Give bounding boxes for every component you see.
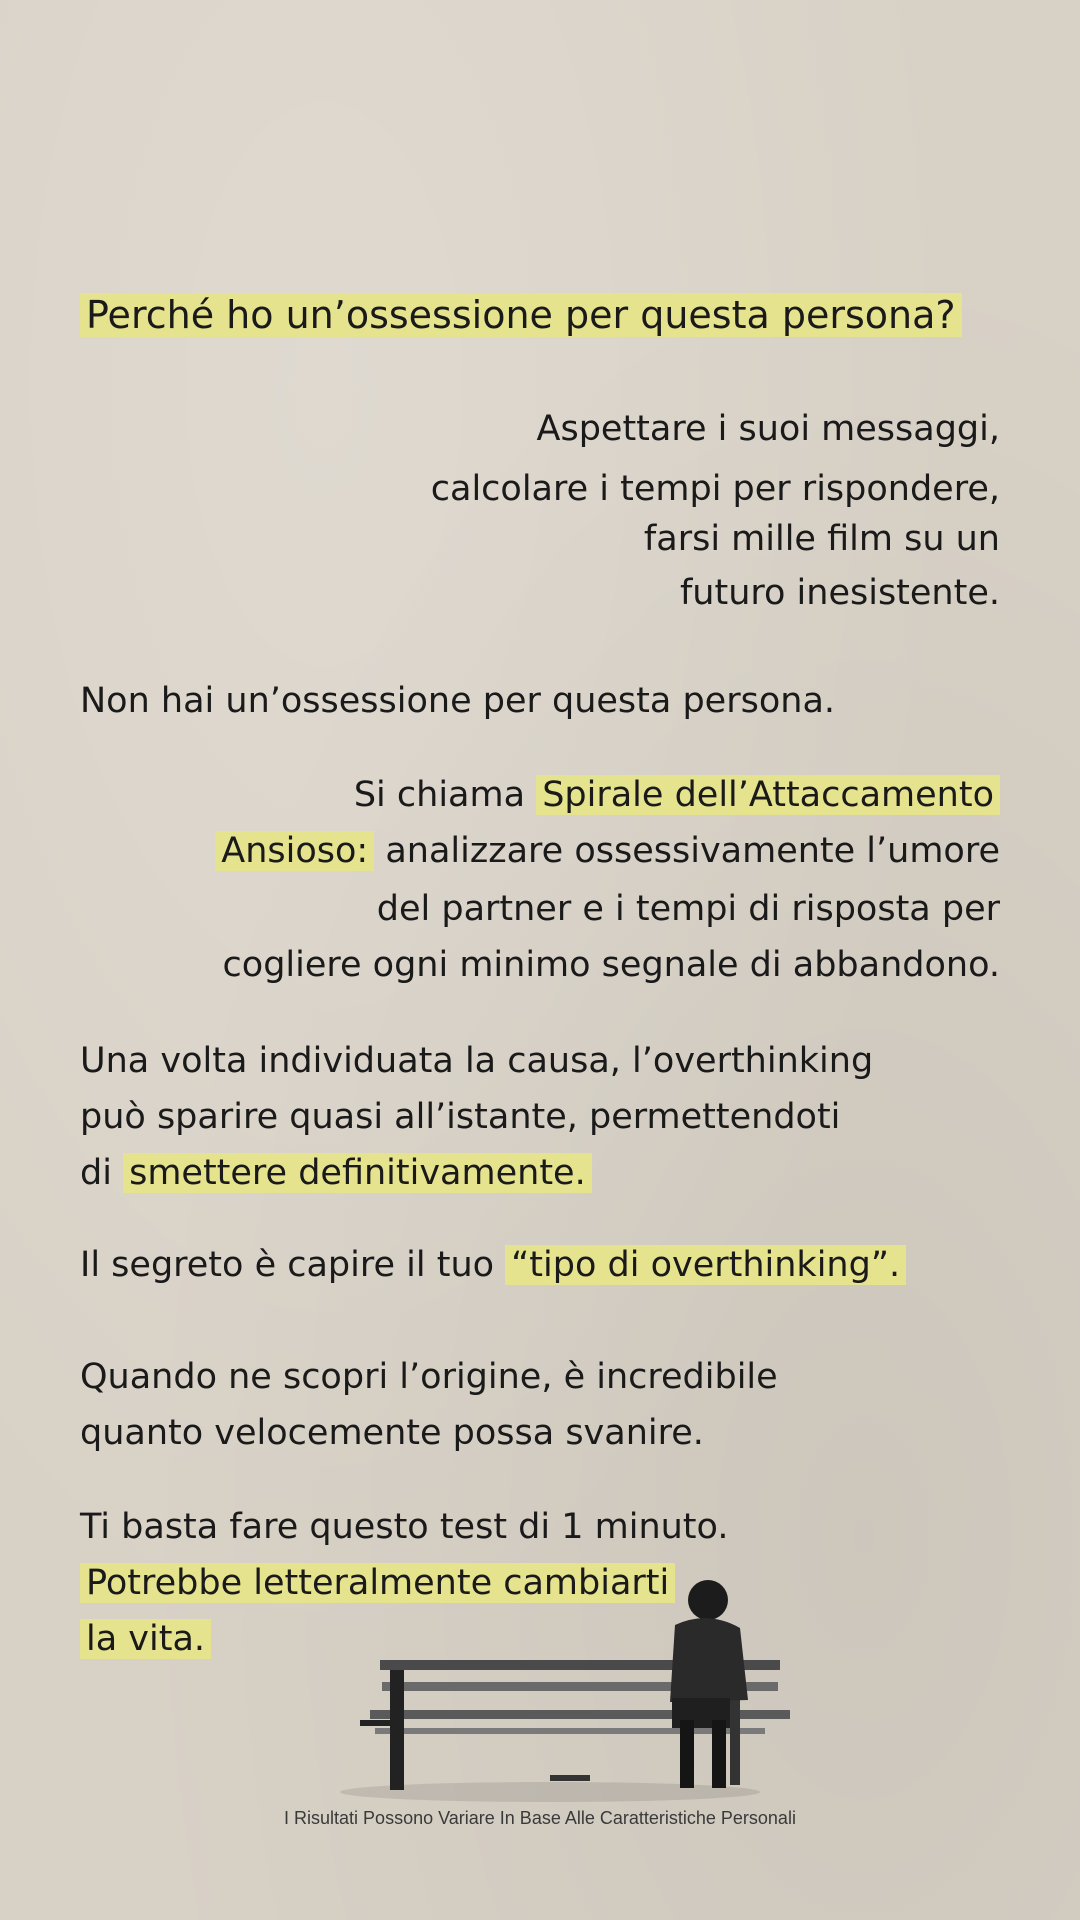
test-line-1: Ti basta fare questo test di 1 minuto.: [80, 1507, 729, 1547]
statement-text: Non hai un’ossessione per questa persona.: [80, 681, 836, 721]
spiral-line-4: cogliere ogni minimo segnale di abbandono.: [222, 945, 1000, 985]
intro-line-4: futuro inesistente.: [679, 573, 1000, 613]
spiral-term-highlight-2: Ansioso:: [215, 831, 374, 871]
test-highlight-1: Potrebbe letteralmente cambiarti: [80, 1563, 675, 1603]
cause-line-3-pre: di: [80, 1153, 124, 1193]
origin-line-1: Quando ne scopri l’origine, è incredibile: [80, 1357, 778, 1397]
secret-line: [80, 1240, 906, 1290]
cause-line-1: Una volta individuata la causa, l’overthinking: [80, 1041, 874, 1081]
test-line-3: [80, 1614, 211, 1664]
cause-highlight: smettere definitivamente.: [123, 1153, 592, 1193]
test-highlight-2: la vita.: [80, 1619, 211, 1659]
intro-line-1: Aspettare i suoi messaggi,: [536, 409, 1000, 449]
spiral-line-1-pre: Si chiama: [353, 775, 537, 815]
headline-text: Perché ho un’ossessione per questa persona?: [80, 293, 962, 337]
spiral-line-1: [354, 770, 1000, 820]
cause-line-3: [80, 1148, 592, 1198]
bench-person-illustration: [330, 1570, 800, 1810]
spiral-term-highlight-1: Spirale dell’Attaccamento: [536, 775, 1000, 815]
intro-line-2: calcolare i tempi per rispondere,: [430, 469, 1000, 509]
origin-line-2: quanto velocemente possa svanire.: [80, 1413, 704, 1453]
headline: [80, 290, 962, 340]
intro-line-3: farsi mille film su un: [643, 519, 1000, 559]
spiral-line-2-post: analizzare ossessivamente l’umore: [374, 831, 1000, 871]
secret-line-pre: Il segreto è capire il tuo: [80, 1245, 506, 1285]
spiral-line-2: [215, 826, 1000, 876]
disclaimer-text: I Risultati Possono Variare In Base Alle Caratteristiche Personali: [284, 1808, 796, 1828]
spiral-line-3: del partner e i tempi di risposta per: [376, 889, 1000, 929]
secret-highlight: “tipo di overthinking”.: [505, 1245, 906, 1285]
cause-line-2: può sparire quasi all’istante, permettendoti: [80, 1097, 841, 1137]
